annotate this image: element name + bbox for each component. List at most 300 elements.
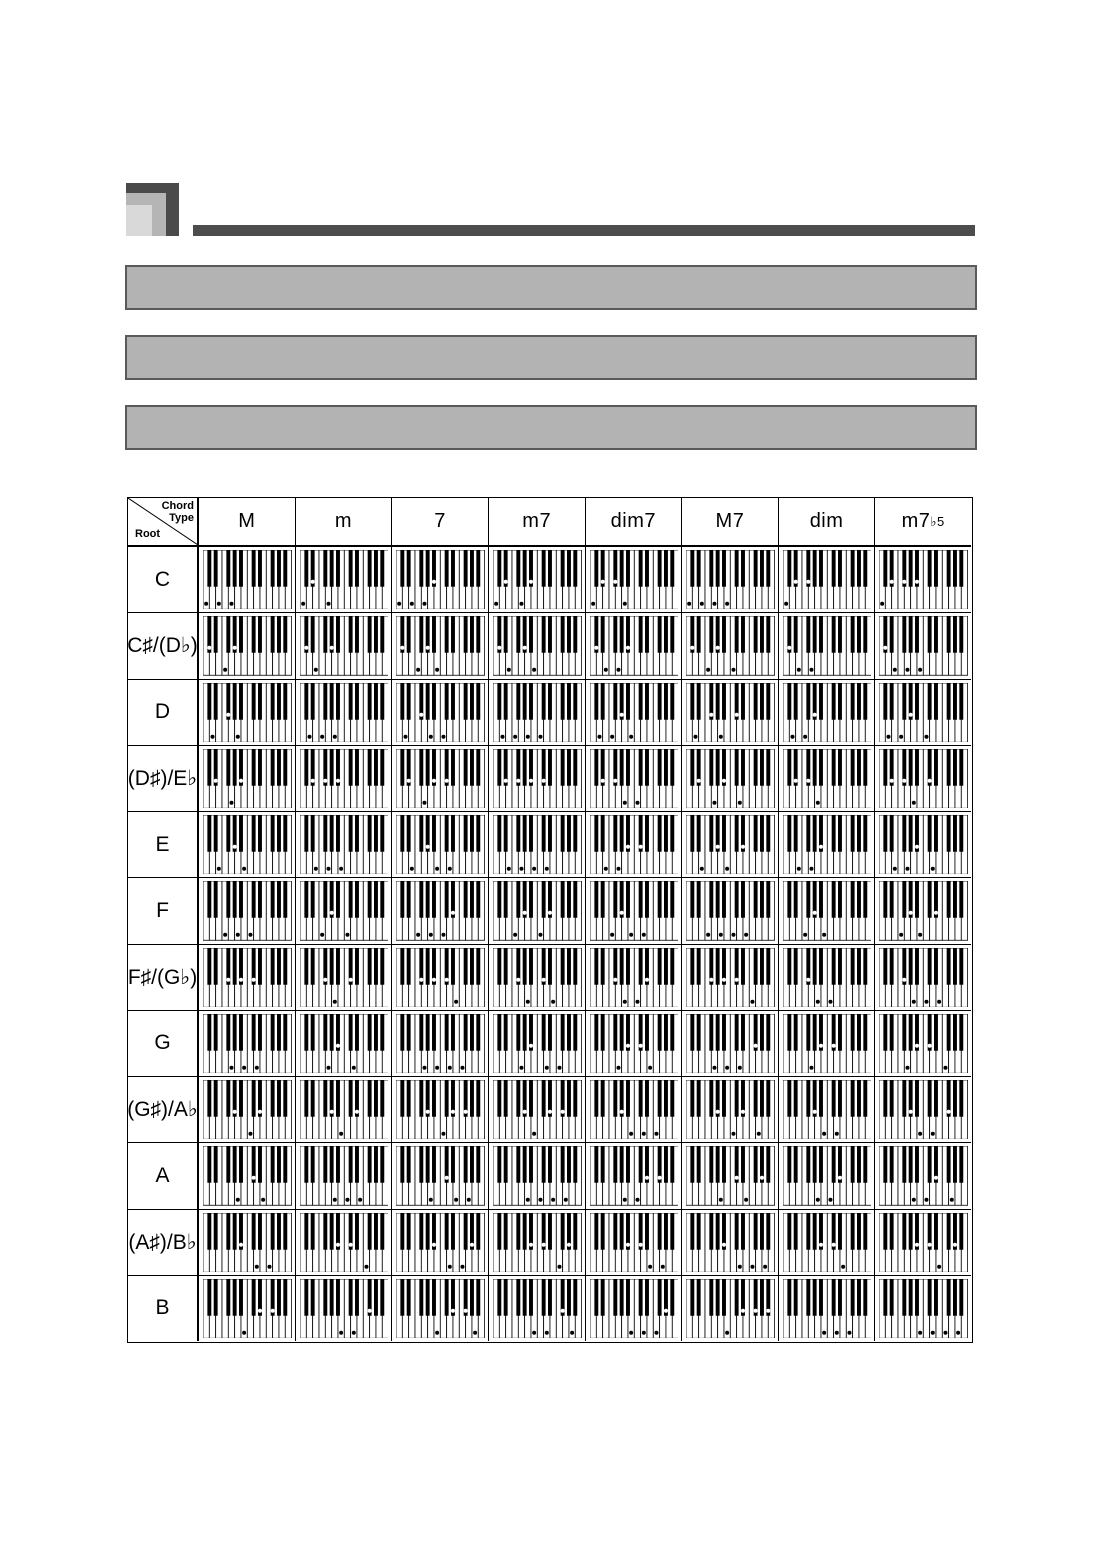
root-note-label: C (128, 546, 198, 612)
black-key (323, 815, 327, 852)
black-key (323, 1014, 327, 1051)
chord-diagram-f-g--m (198, 944, 295, 1010)
chord-note-marker (760, 1176, 764, 1180)
chord-diagram-a-m7b5 (874, 1142, 971, 1208)
black-key (239, 815, 243, 852)
keyboard-diagram (686, 948, 775, 1007)
keyboard-diagram (686, 550, 775, 609)
keyboard-diagram (493, 616, 582, 675)
black-key (645, 881, 649, 918)
black-key (657, 881, 661, 918)
black-key (542, 815, 546, 852)
chord-note-marker (732, 933, 736, 937)
black-key (573, 683, 577, 720)
keyboard-diagram (686, 1080, 775, 1139)
chord-note-marker (719, 734, 723, 738)
chord-diagram--a-b--7 (391, 1209, 488, 1275)
keyboard-diagram (203, 948, 292, 1007)
chord-note-marker (532, 1331, 536, 1335)
black-key (884, 1279, 888, 1316)
table-corner-cell (128, 498, 198, 546)
chord-diagram-b-m (295, 1275, 392, 1341)
chord-note-marker (619, 1110, 623, 1114)
black-key (464, 550, 468, 587)
black-key (283, 683, 287, 720)
black-key (258, 616, 262, 653)
black-key (766, 616, 770, 653)
black-key (258, 749, 262, 786)
chord-note-marker (797, 668, 801, 672)
black-key (953, 1146, 957, 1183)
chord-note-marker (529, 580, 533, 584)
black-key (432, 1080, 436, 1117)
keyboard-diagram (493, 749, 582, 808)
root-note-label: B (128, 1275, 198, 1341)
black-key (645, 1080, 649, 1117)
chord-note-marker (304, 646, 308, 650)
black-key (561, 1014, 565, 1051)
black-key (741, 550, 745, 587)
black-key (890, 1080, 894, 1117)
black-key (239, 1146, 243, 1183)
chord-diagram-g-dim (778, 1010, 875, 1076)
chord-note-marker (407, 778, 411, 782)
chord-note-marker (397, 602, 401, 606)
keyboard-diagram (300, 683, 389, 742)
chord-diagram-d-dim7 (585, 679, 682, 745)
black-key (561, 749, 565, 786)
black-key (909, 1146, 913, 1183)
black-key (374, 815, 378, 852)
chord-note-marker (545, 867, 549, 871)
black-key (310, 1080, 314, 1117)
black-key (850, 1014, 854, 1051)
black-key (310, 683, 314, 720)
black-key (451, 749, 455, 786)
chord-diagram-a-m (295, 1142, 392, 1208)
chord-note-marker (236, 933, 240, 937)
keyboard-diagram (590, 683, 679, 742)
black-key (529, 683, 533, 720)
chord-note-marker (603, 867, 607, 871)
black-key (670, 881, 674, 918)
chord-note-marker (616, 867, 620, 871)
keyboard-diagram (203, 749, 292, 808)
black-key (645, 1279, 649, 1316)
black-key (252, 749, 256, 786)
black-key (766, 881, 770, 918)
black-key (283, 881, 287, 918)
chord-note-marker (326, 867, 330, 871)
black-key (754, 749, 758, 786)
chord-note-marker (635, 999, 639, 1003)
keyboard-diagram (879, 1213, 968, 1272)
black-key (348, 550, 352, 587)
black-key (838, 815, 842, 852)
black-key (271, 881, 275, 918)
keyboard-diagram (879, 683, 968, 742)
black-key (432, 881, 436, 918)
black-key (277, 749, 281, 786)
black-key (915, 1279, 919, 1316)
chord-note-marker (435, 1331, 439, 1335)
black-key (445, 1213, 449, 1250)
black-key (567, 550, 571, 587)
chord-diagram--g-a--dim (778, 1076, 875, 1142)
black-key (323, 1279, 327, 1316)
keyboard-diagram (590, 881, 679, 940)
black-key (812, 1213, 816, 1250)
black-key (735, 881, 739, 918)
chord-diagram-f-g--m7 (681, 944, 778, 1010)
chord-diagram-c-7 (391, 546, 488, 612)
black-key (380, 1146, 384, 1183)
chord-note-marker (519, 1066, 523, 1070)
black-key (497, 1080, 501, 1117)
black-key (420, 1080, 424, 1117)
chord-note-marker (229, 1066, 233, 1070)
chord-note-marker (223, 668, 227, 672)
black-key (367, 1080, 371, 1117)
black-key (239, 881, 243, 918)
chord-type-header (874, 498, 971, 546)
black-key (252, 1279, 256, 1316)
black-key (638, 683, 642, 720)
chord-note-marker (426, 646, 430, 650)
black-key (960, 1213, 964, 1250)
black-key (233, 1014, 237, 1051)
black-key (573, 550, 577, 587)
chord-note-marker (722, 977, 726, 981)
black-key (638, 1279, 642, 1316)
black-key (754, 683, 758, 720)
black-key (310, 948, 314, 985)
black-key (258, 948, 262, 985)
black-key (561, 616, 565, 653)
black-key (890, 683, 894, 720)
chord-note-marker (809, 867, 813, 871)
black-key (283, 749, 287, 786)
chord-diagram-g-m (295, 1010, 392, 1076)
black-key (271, 948, 275, 985)
black-key (626, 881, 630, 918)
black-key (252, 550, 256, 587)
chord-note-marker (793, 580, 797, 584)
black-key (838, 1080, 842, 1117)
black-key (766, 815, 770, 852)
chord-note-marker (881, 602, 885, 606)
black-key (573, 815, 577, 852)
keyboard-diagram (879, 1014, 968, 1073)
black-key (928, 881, 932, 918)
black-key (960, 749, 964, 786)
black-key (664, 616, 668, 653)
chord-note-marker (909, 911, 913, 915)
keyboard-diagram (396, 1146, 485, 1205)
black-key (741, 749, 745, 786)
chord-diagram-a-m7 (681, 1142, 778, 1208)
black-key (863, 749, 867, 786)
black-key (239, 550, 243, 587)
chord-diagram-c-m7 (488, 546, 585, 612)
black-key (594, 749, 598, 786)
heading-band-3 (125, 405, 977, 450)
chord-note-marker (641, 1331, 645, 1335)
chord-note-marker (938, 1264, 942, 1268)
black-key (380, 1279, 384, 1316)
chord-note-marker (622, 1198, 626, 1202)
chord-note-marker (919, 933, 923, 937)
black-key (850, 550, 854, 587)
black-key (207, 550, 211, 587)
chord-note-marker (523, 1110, 527, 1114)
black-key (548, 1279, 552, 1316)
chord-note-marker (950, 1198, 954, 1202)
black-key (812, 550, 816, 587)
chord-diagram--d-e--m (295, 745, 392, 811)
black-key (523, 1014, 527, 1051)
black-key (504, 616, 508, 653)
black-key (374, 616, 378, 653)
black-key (638, 616, 642, 653)
chord-diagram-f-g--m7b5 (874, 944, 971, 1010)
black-key (426, 683, 430, 720)
black-key (850, 683, 854, 720)
chord-note-marker (641, 1132, 645, 1136)
black-key (697, 616, 701, 653)
black-key (934, 683, 938, 720)
heading-band-1 (125, 265, 977, 310)
black-key (548, 550, 552, 587)
black-key (207, 1213, 211, 1250)
black-key (283, 1213, 287, 1250)
black-key (600, 948, 604, 985)
black-key (613, 683, 617, 720)
corner-label-type: Type (169, 512, 194, 524)
black-key (735, 550, 739, 587)
chord-note-marker (236, 1198, 240, 1202)
black-key (283, 1279, 287, 1316)
keyboard-diagram (686, 815, 775, 874)
black-key (573, 1146, 577, 1183)
black-key (716, 550, 720, 587)
black-key (271, 683, 275, 720)
black-key (831, 815, 835, 852)
chord-note-marker (613, 977, 617, 981)
black-key (329, 1213, 333, 1250)
black-key (664, 1080, 668, 1117)
keyboard-diagram (396, 616, 485, 675)
keyboard-diagram (783, 1014, 872, 1073)
chord-note-marker (654, 1331, 658, 1335)
black-key (793, 1279, 797, 1316)
black-key (323, 550, 327, 587)
black-key (323, 881, 327, 918)
black-key (960, 815, 964, 852)
black-key (451, 948, 455, 985)
black-key (947, 683, 951, 720)
black-key (819, 1080, 823, 1117)
black-key (903, 1279, 907, 1316)
black-key (283, 1146, 287, 1183)
black-key (214, 1279, 218, 1316)
chord-note-marker (915, 845, 919, 849)
chord-note-marker (570, 1331, 574, 1335)
chord-note-marker (542, 778, 546, 782)
black-key (903, 616, 907, 653)
chord-diagram-f-g--m7 (488, 944, 585, 1010)
chord-diagram--g-a--m (198, 1076, 295, 1142)
black-key (850, 1146, 854, 1183)
keyboard-diagram (879, 815, 968, 874)
chord-note-marker (470, 1242, 474, 1246)
chord-diagram--a-b--m (295, 1209, 392, 1275)
black-key (915, 1146, 919, 1183)
black-key (348, 1146, 352, 1183)
black-key (934, 1279, 938, 1316)
chord-note-marker (351, 1066, 355, 1070)
black-key (226, 881, 230, 918)
chord-note-marker (622, 999, 626, 1003)
black-key (806, 1146, 810, 1183)
black-key (890, 616, 894, 653)
black-key (947, 1213, 951, 1250)
chord-note-marker (267, 1264, 271, 1268)
black-key (697, 550, 701, 587)
black-key (374, 881, 378, 918)
black-key (380, 550, 384, 587)
chord-note-marker (355, 1110, 359, 1114)
chord-diagram-g-7 (391, 1010, 488, 1076)
chord-type-header (778, 498, 875, 546)
chord-note-marker (313, 668, 317, 672)
black-key (432, 1146, 436, 1183)
black-key (903, 1146, 907, 1183)
black-key (420, 815, 424, 852)
black-key (960, 1279, 964, 1316)
keyboard-diagram (493, 1279, 582, 1338)
black-key (787, 1080, 791, 1117)
black-key (304, 1014, 308, 1051)
chord-note-marker (435, 1066, 439, 1070)
chord-note-marker (594, 646, 598, 650)
keyboard-diagram (686, 683, 775, 742)
black-key (464, 616, 468, 653)
black-key (310, 616, 314, 653)
chord-note-marker (329, 1110, 333, 1114)
black-key (903, 1014, 907, 1051)
black-key (619, 1279, 623, 1316)
black-key (426, 881, 430, 918)
black-key (567, 815, 571, 852)
black-key (258, 1213, 262, 1250)
root-note-label: C♯/(D♭) (128, 612, 198, 678)
chord-note-marker (919, 668, 923, 672)
chord-diagram-g-m7 (681, 1010, 778, 1076)
black-key (367, 1213, 371, 1250)
black-key (754, 1080, 758, 1117)
black-key (573, 881, 577, 918)
black-key (850, 1279, 854, 1316)
black-key (863, 948, 867, 985)
black-key (953, 1080, 957, 1117)
keyboard-diagram (783, 616, 872, 675)
chord-note-marker (464, 1110, 468, 1114)
black-key (857, 1014, 861, 1051)
black-key (741, 1146, 745, 1183)
black-key (709, 749, 713, 786)
chord-note-marker (320, 734, 324, 738)
black-key (915, 749, 919, 786)
chord-note-marker (435, 867, 439, 871)
black-key (226, 1080, 230, 1117)
black-key (903, 1213, 907, 1250)
chord-type-header (295, 498, 392, 546)
black-key (915, 616, 919, 653)
chord-diagram--g-a--m7 (488, 1076, 585, 1142)
black-key (613, 1080, 617, 1117)
chord-note-marker (934, 1176, 938, 1180)
black-key (258, 550, 262, 587)
chord-note-marker (600, 580, 604, 584)
black-key (239, 1279, 243, 1316)
chord-note-marker (207, 646, 211, 650)
keyboard-diagram (203, 1080, 292, 1139)
black-key (953, 1014, 957, 1051)
black-key (445, 550, 449, 587)
black-key (420, 1146, 424, 1183)
black-key (664, 1014, 668, 1051)
black-key (819, 683, 823, 720)
black-key (890, 948, 894, 985)
black-key (928, 815, 932, 852)
black-key (657, 683, 661, 720)
chord-diagram-a-dim7 (585, 1142, 682, 1208)
keyboard-diagram (203, 1014, 292, 1073)
chord-note-marker (925, 734, 929, 738)
chord-type-header (681, 498, 778, 546)
black-key (857, 616, 861, 653)
black-key (407, 1014, 411, 1051)
chord-note-marker (442, 1132, 446, 1136)
black-key (233, 881, 237, 918)
black-key (722, 881, 726, 918)
black-key (697, 1080, 701, 1117)
black-key (766, 1146, 770, 1183)
black-key (863, 1014, 867, 1051)
black-key (884, 948, 888, 985)
chord-note-marker (557, 1264, 561, 1268)
black-key (793, 616, 797, 653)
black-key (664, 683, 668, 720)
chord-note-marker (763, 1264, 767, 1268)
black-key (928, 683, 932, 720)
black-key (445, 616, 449, 653)
chord-note-marker (890, 778, 894, 782)
black-key (464, 815, 468, 852)
black-key (497, 683, 501, 720)
black-key (600, 1080, 604, 1117)
chord-note-marker (738, 1264, 742, 1268)
black-key (523, 948, 527, 985)
black-key (709, 616, 713, 653)
black-key (890, 881, 894, 918)
chord-note-marker (819, 1242, 823, 1246)
root-note-label: D (128, 679, 198, 745)
black-key (323, 1080, 327, 1117)
chord-diagram-c-m7 (681, 546, 778, 612)
chord-note-marker (239, 778, 243, 782)
